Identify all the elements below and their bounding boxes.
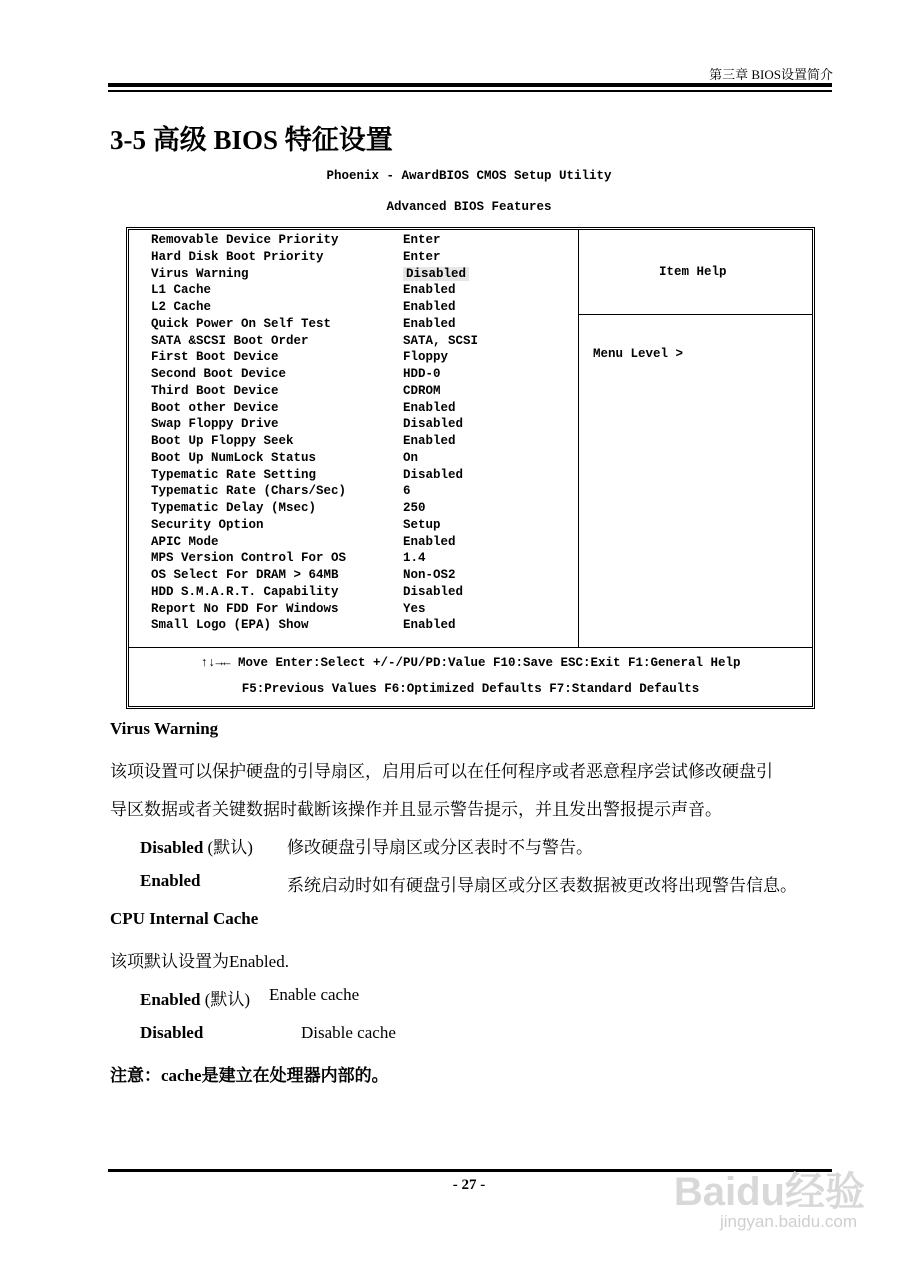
- setting-value[interactable]: Setup: [403, 517, 441, 532]
- option-label: Enabled: [140, 871, 201, 890]
- setting-value[interactable]: Enabled: [403, 316, 456, 331]
- setting-label: Third Boot Device: [151, 383, 279, 398]
- setting-value[interactable]: 6: [403, 484, 411, 499]
- option-desc: Disable cache: [301, 1023, 396, 1042]
- running-header: 第三章 BIOS设置简介: [709, 67, 833, 82]
- item-help-heading: Item Help: [659, 265, 727, 279]
- setting-label: L1 Cache: [151, 283, 212, 298]
- bios-setting-row[interactable]: [151, 350, 449, 366]
- option-label: Disabled: [140, 1023, 204, 1042]
- setting-label: Boot other Device: [151, 400, 279, 415]
- bios-setting-row[interactable]: [151, 249, 441, 266]
- setting-value[interactable]: On: [403, 450, 419, 465]
- setting-label: Removable Device Priority: [151, 233, 339, 247]
- paragraph: 该项默认设置为Enabled.: [110, 952, 289, 971]
- setting-label: Small Logo (EPA) Show: [151, 618, 309, 633]
- section-title: 3-5 高级 BIOS 特征设置: [110, 125, 393, 155]
- setting-value[interactable]: Disabled: [403, 267, 469, 281]
- page-number: - 27 -: [452, 1177, 486, 1193]
- virus-heading: Virus Warning: [110, 719, 219, 738]
- divider: [578, 230, 579, 647]
- setting-value[interactable]: Enabled: [403, 400, 456, 415]
- setting-label: L2 Cache: [151, 300, 212, 314]
- setting-label: Second Boot Device: [151, 367, 287, 381]
- bios-setting-row[interactable]: [151, 283, 456, 299]
- bios-setting-row[interactable]: [151, 383, 441, 400]
- setting-value[interactable]: 1.4: [403, 551, 426, 566]
- bios-setting-row[interactable]: [151, 467, 464, 484]
- setting-value[interactable]: Disabled: [403, 417, 464, 432]
- setting-value[interactable]: CDROM: [403, 383, 441, 398]
- setting-label: SATA &SCSI Boot Order: [151, 333, 309, 348]
- bios-setting-row[interactable]: [151, 316, 456, 333]
- bios-setting-row[interactable]: [151, 584, 464, 601]
- bios-setting-row[interactable]: [151, 333, 479, 350]
- setting-label: Boot Up Floppy Seek: [151, 434, 294, 448]
- bios-setting-row[interactable]: [151, 534, 456, 551]
- option-label: Enabled: [140, 990, 201, 1009]
- bios-setting-row[interactable]: [151, 300, 456, 316]
- setting-value[interactable]: Enabled: [403, 283, 456, 298]
- setting-label: Boot Up NumLock Status: [151, 450, 317, 465]
- setting-value[interactable]: Disabled: [403, 467, 464, 482]
- setting-value[interactable]: Floppy: [403, 350, 449, 365]
- bios-setting-row[interactable]: [151, 601, 426, 618]
- setting-label: Security Option: [151, 517, 264, 532]
- setting-value[interactable]: Non-OS2: [403, 568, 456, 582]
- option-disabled: [140, 833, 253, 858]
- setting-value[interactable]: Yes: [403, 601, 426, 616]
- divider: [578, 314, 812, 315]
- bios-utility-title: Phoenix - AwardBIOS CMOS Setup Utility: [326, 169, 612, 183]
- bios-setting-row[interactable]: [151, 618, 456, 634]
- default-tag: (默认): [200, 990, 251, 1009]
- option-desc: 修改硬盘引导扇区或分区表时不与警告。: [287, 838, 593, 857]
- bios-setting-row[interactable]: [151, 517, 441, 534]
- bios-setting-row[interactable]: [151, 233, 441, 249]
- setting-label: Swap Floppy Drive: [151, 417, 279, 432]
- bios-screen: [126, 227, 815, 709]
- setting-label: Hard Disk Boot Priority: [151, 249, 324, 264]
- bios-setting-row[interactable]: [151, 400, 456, 417]
- header-rule: [108, 83, 832, 87]
- setting-label: APIC Mode: [151, 534, 219, 549]
- cache-heading: CPU Internal Cache: [110, 909, 259, 928]
- setting-value[interactable]: Enter: [403, 233, 441, 247]
- option-label: Disabled: [140, 838, 204, 857]
- paragraph: 导区数据或者关键数据时截断该操作并且显示警告提示，并且发出警报提示声音。: [110, 800, 722, 819]
- bios-setting-row[interactable]: [151, 450, 419, 467]
- setting-label: First Boot Device: [151, 350, 279, 365]
- setting-label: Typematic Rate Setting: [151, 467, 317, 482]
- paragraph: 该项设置可以保护硬盘的引导扇区，启用后可以在任何程序或者恶意程序尝试修改硬盘引: [110, 762, 773, 781]
- bios-setting-row[interactable]: [151, 367, 441, 383]
- setting-label: Report No FDD For Windows: [151, 601, 339, 616]
- setting-label: MPS Version Control For OS: [151, 551, 347, 566]
- setting-value[interactable]: Enabled: [403, 534, 456, 549]
- setting-value[interactable]: HDD-0: [403, 367, 441, 381]
- watermark-url: jingyan.baidu.com: [719, 1212, 857, 1231]
- option-desc: Enable cache: [269, 985, 360, 1004]
- bios-setting-row[interactable]: [151, 568, 456, 584]
- setting-value[interactable]: Enabled: [403, 300, 456, 314]
- header-rule-thin: [108, 90, 832, 92]
- setting-value[interactable]: Disabled: [403, 584, 464, 599]
- bios-setting-row[interactable]: [151, 434, 456, 450]
- bios-setting-row[interactable]: [151, 501, 426, 517]
- bios-setting-row[interactable]: [151, 484, 411, 500]
- bios-setting-row[interactable]: [151, 551, 426, 567]
- menu-level: Menu Level >: [593, 347, 684, 361]
- note: 注意：cache是建立在处理器内部的。: [110, 1066, 389, 1085]
- setting-value[interactable]: Enabled: [403, 618, 456, 633]
- setting-value[interactable]: Enter: [403, 249, 441, 264]
- key-legend-1: ↑↓→← Move Enter:Select +/-/PU/PD:Value F10:Save ESC:Exit F1:General Help: [200, 656, 741, 670]
- watermark-logo: Baidu经验: [673, 1170, 865, 1214]
- key-legend-2: F5:Previous Values F6:Optimized Defaults F7:Standard Defaults: [241, 682, 700, 696]
- setting-label: Typematic Rate (Chars/Sec): [151, 484, 347, 499]
- setting-value[interactable]: Enabled: [403, 434, 456, 448]
- setting-label: HDD S.M.A.R.T. Capability: [151, 584, 339, 599]
- bios-screen-title: Advanced BIOS Features: [386, 200, 552, 214]
- default-tag: (默认): [203, 838, 253, 857]
- setting-value[interactable]: SATA, SCSI: [403, 333, 479, 348]
- bios-setting-row[interactable]: [151, 266, 467, 283]
- option-desc: 系统启动时如有硬盘引导扇区或分区表数据被更改将出现警告信息。: [287, 876, 797, 895]
- setting-label: Typematic Delay (Msec): [151, 501, 317, 515]
- setting-value[interactable]: 250: [403, 501, 426, 515]
- setting-label: Quick Power On Self Test: [151, 316, 332, 331]
- bios-setting-row[interactable]: [151, 417, 464, 433]
- divider: [129, 647, 812, 648]
- option-enabled: [140, 985, 250, 1010]
- setting-label: Virus Warning: [151, 266, 249, 281]
- setting-label: OS Select For DRAM > 64MB: [151, 568, 339, 582]
